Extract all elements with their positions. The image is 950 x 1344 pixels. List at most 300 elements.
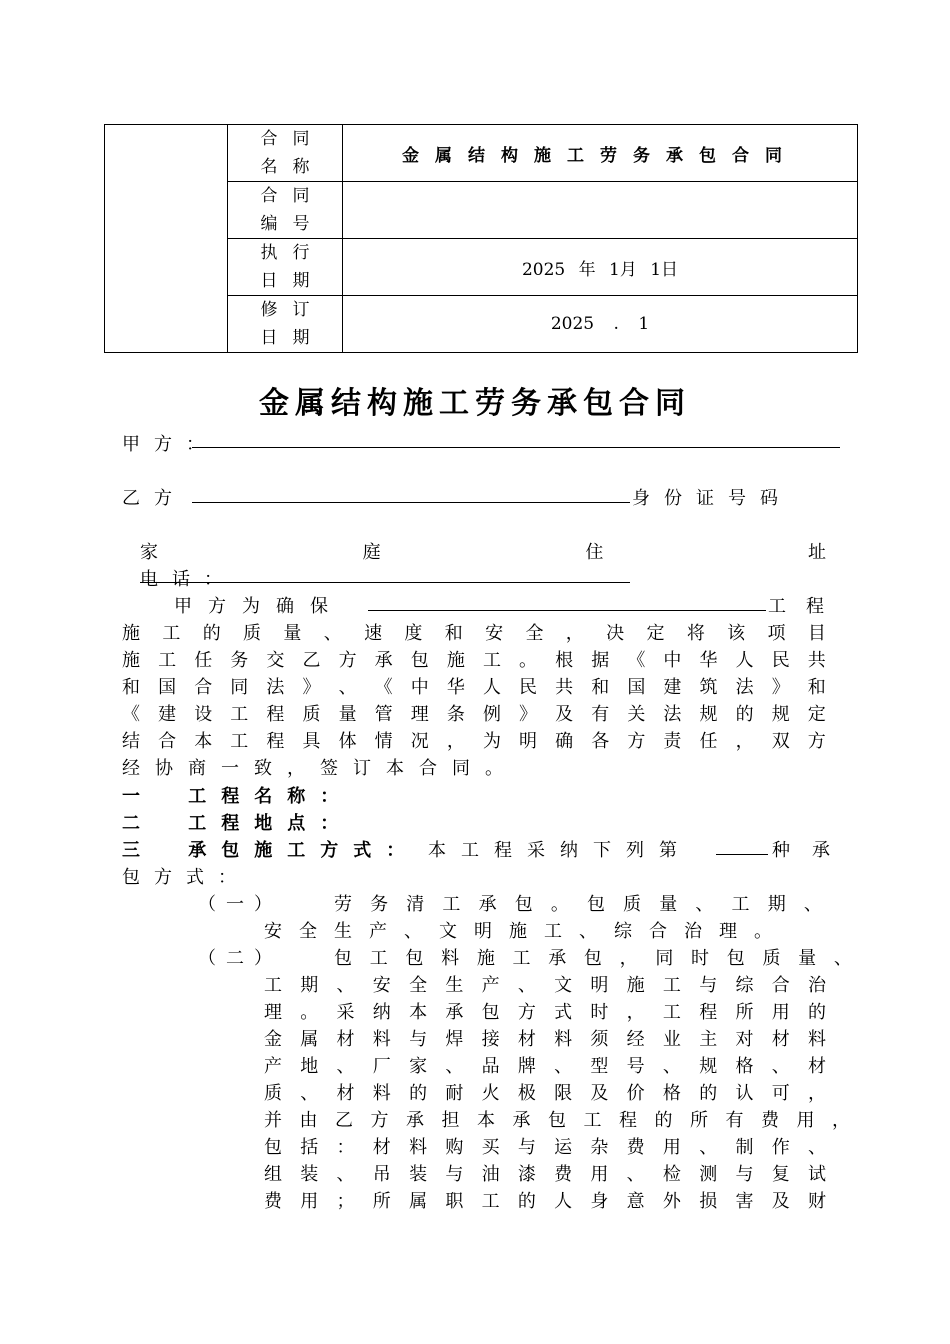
blank-cell bbox=[105, 125, 228, 353]
address-char: 家 bbox=[140, 542, 158, 563]
text-char: 》 bbox=[302, 677, 321, 698]
text-char: 承 bbox=[478, 894, 497, 915]
section-3-text-b: 种承 bbox=[772, 840, 852, 861]
option-2-line2 bbox=[264, 971, 826, 997]
text-char: 用 bbox=[796, 1110, 815, 1131]
text-char: 程 bbox=[266, 731, 285, 752]
text-char: ， bbox=[565, 623, 584, 644]
contract-number-label: 合同 编号 bbox=[228, 182, 343, 239]
text-char: 人 bbox=[554, 1191, 573, 1212]
intro-line7: 经协商一致，签订本合同。 bbox=[122, 758, 518, 779]
text-char: 任 bbox=[194, 650, 213, 671]
text-char: 。 bbox=[519, 650, 538, 671]
phone-label: 电话： bbox=[140, 569, 236, 590]
text-char: 所 bbox=[690, 1110, 708, 1131]
text-char: 牌 bbox=[517, 1056, 536, 1077]
text-char: 体 bbox=[338, 731, 357, 752]
text-char: ， bbox=[807, 1083, 826, 1104]
section-1-heading: 一 工程名称： bbox=[122, 786, 354, 807]
text-char: 料 bbox=[441, 948, 460, 969]
table-row bbox=[105, 125, 858, 182]
text-char: 作 bbox=[771, 1137, 790, 1158]
text-char: 理 bbox=[264, 1002, 282, 1023]
text-char: ； bbox=[336, 1191, 355, 1212]
text-char: 属 bbox=[300, 1029, 319, 1050]
revision-date-value: 2025 . 1 bbox=[343, 296, 858, 353]
text-char: 接 bbox=[481, 1029, 500, 1050]
text-char: 方 bbox=[627, 731, 646, 752]
text-char: 时 bbox=[691, 948, 710, 969]
contract-number-value bbox=[343, 182, 858, 239]
text-char: 和 bbox=[122, 677, 140, 698]
text-char: 建 bbox=[158, 704, 177, 725]
text-char: 安 bbox=[372, 975, 391, 996]
text-char: 乙 bbox=[302, 650, 321, 671]
text-char: 施 bbox=[122, 650, 140, 671]
text-char: 量 bbox=[338, 704, 357, 725]
text-char: 材 bbox=[771, 1029, 790, 1050]
text-char: 材 bbox=[807, 1056, 826, 1077]
address-char: 庭 bbox=[362, 542, 381, 563]
address-char: 址 bbox=[807, 542, 826, 563]
text-char: ： bbox=[336, 1137, 355, 1158]
text-char: 生 bbox=[445, 975, 464, 996]
option-2-line9 bbox=[264, 1160, 826, 1186]
text-char: 地 bbox=[300, 1056, 319, 1077]
text-char: 》 bbox=[519, 704, 538, 725]
text-char: 华 bbox=[699, 650, 718, 671]
text-char: 程 bbox=[619, 1110, 637, 1131]
text-char: 费 bbox=[264, 1191, 282, 1212]
text-char: 包 bbox=[481, 1002, 500, 1023]
text-char: 组 bbox=[264, 1164, 282, 1185]
text-char: 方 bbox=[338, 650, 357, 671]
text-char: 方 bbox=[807, 731, 826, 752]
section-3-text-a: 本工程采纳下列第 bbox=[428, 840, 692, 861]
text-char: 程 bbox=[266, 704, 285, 725]
text-char: 中 bbox=[663, 650, 682, 671]
text-char: 用 bbox=[771, 1002, 790, 1023]
text-char: 工 bbox=[369, 948, 388, 969]
text-char: 全 bbox=[409, 975, 428, 996]
text-char: 理 bbox=[410, 704, 429, 725]
text-char: 、 bbox=[323, 623, 342, 644]
text-char: 包 bbox=[334, 948, 352, 969]
text-char: 工 bbox=[482, 650, 501, 671]
text-char: 主 bbox=[699, 1029, 718, 1050]
text-char: 例 bbox=[482, 704, 501, 725]
text-char: 料 bbox=[554, 1029, 573, 1050]
text-char: 式 bbox=[554, 1002, 573, 1023]
text-char: 工 bbox=[230, 731, 249, 752]
text-char: 质 bbox=[302, 704, 321, 725]
text-char: 所 bbox=[735, 1002, 754, 1023]
text-char: 与 bbox=[735, 1164, 754, 1185]
contract-name-value: 金属结构施工劳务承包合同 bbox=[343, 125, 858, 182]
text-char: 质 bbox=[264, 1083, 282, 1104]
text-char: 全 bbox=[525, 623, 544, 644]
text-char: 包 bbox=[726, 948, 745, 969]
text-char: 民 bbox=[771, 650, 790, 671]
text-char: 安 bbox=[485, 623, 504, 644]
revision-date-label: 修订 日期 bbox=[228, 296, 343, 353]
text-char: 方 bbox=[517, 1002, 536, 1023]
intro-line2 bbox=[122, 619, 826, 645]
text-char: 承 bbox=[406, 1110, 424, 1131]
contract-info-table bbox=[104, 124, 858, 353]
text-char: 对 bbox=[735, 1029, 754, 1050]
text-char: 、 bbox=[336, 1164, 355, 1185]
text-char: 施 bbox=[446, 650, 465, 671]
text-char: 质 bbox=[243, 623, 262, 644]
text-char: 品 bbox=[481, 1056, 500, 1077]
option-2-line4 bbox=[264, 1025, 826, 1051]
text-char: 装 bbox=[300, 1164, 319, 1185]
text-char: 、 bbox=[517, 975, 536, 996]
text-char: 及 bbox=[771, 1191, 790, 1212]
text-char: ， bbox=[735, 731, 754, 752]
text-char: 制 bbox=[735, 1137, 754, 1158]
text-char: 身 bbox=[590, 1191, 609, 1212]
text-char: 杂 bbox=[590, 1137, 609, 1158]
text-char: 承 bbox=[548, 948, 567, 969]
text-char: 文 bbox=[554, 975, 573, 996]
text-char: 确 bbox=[555, 731, 574, 752]
text-char: 、 bbox=[662, 1056, 681, 1077]
text-char: ， bbox=[832, 1110, 850, 1131]
text-char: 检 bbox=[662, 1164, 681, 1185]
text-char: 的 bbox=[735, 704, 754, 725]
section-3-line2: 包方式： bbox=[122, 867, 250, 888]
text-char: 、 bbox=[803, 894, 822, 915]
text-char: 设 bbox=[194, 704, 213, 725]
text-char: 工 bbox=[158, 650, 177, 671]
option-1-line2: 安全生产、文明施工、综合治理。 bbox=[264, 921, 789, 942]
intro-line5 bbox=[122, 700, 826, 726]
text-char: 、 bbox=[336, 1056, 355, 1077]
home-address-label bbox=[140, 538, 826, 564]
text-char: 承 bbox=[374, 650, 393, 671]
text-char: 民 bbox=[519, 677, 538, 698]
intro-line1-suffix: 工程 bbox=[768, 596, 844, 617]
text-char: 、 bbox=[699, 1137, 718, 1158]
text-char: 、 bbox=[626, 1164, 645, 1185]
text-char: 材 bbox=[336, 1029, 355, 1050]
text-char: 合 bbox=[771, 975, 790, 996]
text-char: 产 bbox=[264, 1056, 282, 1077]
text-char: 的 bbox=[654, 1110, 673, 1131]
text-char: 试 bbox=[807, 1164, 826, 1185]
intro-line1-prefix: 甲方为确保 bbox=[174, 596, 344, 617]
text-char: 明 bbox=[519, 731, 538, 752]
text-char: 意 bbox=[626, 1191, 645, 1212]
option-2-line1 bbox=[334, 944, 852, 970]
text-char: 所 bbox=[372, 1191, 391, 1212]
text-char: 《 bbox=[627, 650, 646, 671]
text-char: 损 bbox=[699, 1191, 718, 1212]
text-char: 和 bbox=[591, 677, 610, 698]
text-char: 和 bbox=[444, 623, 463, 644]
text-char: 与 bbox=[445, 1164, 464, 1185]
text-char: 须 bbox=[590, 1029, 609, 1050]
text-char: 时 bbox=[590, 1002, 609, 1023]
project-name-field[interactable] bbox=[368, 610, 766, 611]
text-char: 业 bbox=[662, 1029, 681, 1050]
text-char: 包 bbox=[514, 894, 533, 915]
option-2-line3 bbox=[264, 998, 826, 1024]
text-char: 工 bbox=[512, 948, 531, 969]
text-char: 极 bbox=[517, 1083, 536, 1104]
text-char: 方 bbox=[370, 1110, 389, 1131]
text-char: 共 bbox=[807, 650, 826, 671]
text-char: 焊 bbox=[445, 1029, 464, 1050]
text-char: 质 bbox=[623, 894, 642, 915]
text-char: 格 bbox=[662, 1083, 681, 1104]
text-char: 工 bbox=[583, 1110, 602, 1131]
text-char: 职 bbox=[445, 1191, 464, 1212]
text-char: 合 bbox=[194, 677, 213, 698]
text-char: 任 bbox=[699, 731, 718, 752]
text-char: 《 bbox=[122, 704, 140, 725]
text-char: 施 bbox=[476, 948, 495, 969]
text-char: 决 bbox=[606, 623, 625, 644]
text-char: 情 bbox=[374, 731, 393, 752]
text-char: 项 bbox=[767, 623, 786, 644]
text-char: 格 bbox=[735, 1056, 754, 1077]
text-char: 将 bbox=[686, 623, 705, 644]
method-number-field[interactable] bbox=[716, 854, 768, 855]
text-char: 家 bbox=[409, 1056, 428, 1077]
text-char: 采 bbox=[336, 1002, 355, 1023]
text-char: 经 bbox=[626, 1029, 645, 1050]
text-char: 法 bbox=[266, 677, 285, 698]
text-char: 包 bbox=[405, 948, 424, 969]
text-char: 价 bbox=[626, 1083, 645, 1104]
text-char: 的 bbox=[517, 1191, 536, 1212]
text-char: 关 bbox=[627, 704, 646, 725]
text-char: 筑 bbox=[699, 677, 718, 698]
text-char: 用 bbox=[300, 1191, 319, 1212]
text-char: 劳 bbox=[334, 894, 352, 915]
text-char: 害 bbox=[735, 1191, 754, 1212]
text-char: 管 bbox=[374, 704, 393, 725]
text-char: 责 bbox=[663, 731, 682, 752]
text-char: 、 bbox=[807, 1137, 826, 1158]
section-2-heading: 二 工程地点： bbox=[122, 813, 354, 834]
text-char: 、 bbox=[833, 948, 852, 969]
text-char: 。 bbox=[300, 1002, 319, 1023]
text-char: 工 bbox=[162, 623, 181, 644]
text-char: 工 bbox=[230, 704, 249, 725]
text-char: 速 bbox=[364, 623, 383, 644]
document-title: 金属结构施工劳务承包合同 bbox=[259, 386, 691, 421]
text-char: 度 bbox=[404, 623, 423, 644]
address-char: 住 bbox=[585, 542, 604, 563]
text-char: 量 bbox=[659, 894, 678, 915]
text-char: 法 bbox=[735, 677, 754, 698]
text-char: 法 bbox=[663, 704, 682, 725]
text-char: 程 bbox=[699, 1002, 718, 1023]
text-char: 工 bbox=[481, 1191, 500, 1212]
text-char: 、 bbox=[445, 1056, 464, 1077]
text-char: 与 bbox=[699, 975, 718, 996]
text-char: 测 bbox=[699, 1164, 718, 1185]
text-char: 国 bbox=[158, 677, 177, 698]
text-char: 该 bbox=[727, 623, 746, 644]
text-char: 火 bbox=[481, 1083, 500, 1104]
text-char: 清 bbox=[406, 894, 425, 915]
execution-date-label: 执行 日期 bbox=[228, 239, 343, 296]
text-char: 《 bbox=[374, 677, 393, 698]
text-char: 的 bbox=[202, 623, 221, 644]
text-char: 合 bbox=[158, 731, 177, 752]
party-b-field[interactable] bbox=[192, 502, 630, 503]
text-char: 吊 bbox=[372, 1164, 391, 1185]
text-char: 期 bbox=[300, 975, 319, 996]
text-char: 限 bbox=[554, 1083, 573, 1104]
text-char: 规 bbox=[699, 1056, 718, 1077]
text-char: 括 bbox=[300, 1137, 319, 1158]
text-char: 明 bbox=[590, 975, 609, 996]
text-char: 及 bbox=[590, 1083, 609, 1104]
text-char: 并 bbox=[264, 1110, 282, 1131]
intro-line6 bbox=[122, 727, 826, 753]
text-char: 。 bbox=[550, 894, 569, 915]
text-char: 人 bbox=[482, 677, 501, 698]
text-char: 人 bbox=[735, 650, 754, 671]
text-char: 务 bbox=[370, 894, 389, 915]
text-char: 工 bbox=[662, 975, 681, 996]
text-char: 号 bbox=[626, 1056, 645, 1077]
text-char: 施 bbox=[626, 975, 645, 996]
option-2-line8 bbox=[264, 1133, 826, 1159]
text-char: 工 bbox=[731, 894, 750, 915]
text-char: 工 bbox=[662, 1002, 681, 1023]
option-2-line10 bbox=[264, 1187, 826, 1213]
text-char: 可 bbox=[771, 1083, 790, 1104]
option-1-number: （一） bbox=[198, 894, 282, 915]
text-char: 、 bbox=[554, 1056, 573, 1077]
text-char: 承 bbox=[512, 1110, 531, 1131]
text-char: 有 bbox=[725, 1110, 744, 1131]
text-char: 包 bbox=[264, 1137, 282, 1158]
text-char: ， bbox=[619, 948, 638, 969]
text-char: 外 bbox=[662, 1191, 681, 1212]
text-char: 本 bbox=[194, 731, 213, 752]
option-2-line6 bbox=[264, 1079, 826, 1105]
text-char: 油 bbox=[481, 1164, 500, 1185]
text-char: 的 bbox=[807, 1002, 826, 1023]
text-char: 规 bbox=[771, 704, 790, 725]
text-char: 双 bbox=[771, 731, 790, 752]
text-char: 条 bbox=[446, 704, 465, 725]
text-char: 本 bbox=[409, 1002, 428, 1023]
text-char: 根 bbox=[555, 650, 574, 671]
text-char: 厂 bbox=[372, 1056, 391, 1077]
text-char: 费 bbox=[761, 1110, 779, 1131]
text-char: 型 bbox=[590, 1056, 609, 1077]
text-char: 本 bbox=[477, 1110, 495, 1131]
text-char: 费 bbox=[554, 1164, 573, 1185]
intro-line3 bbox=[122, 646, 826, 672]
text-char: 材 bbox=[372, 1137, 391, 1158]
text-char: 质 bbox=[762, 948, 781, 969]
text-char: 量 bbox=[798, 948, 817, 969]
text-char: 况 bbox=[410, 731, 429, 752]
text-char: 包 bbox=[548, 1110, 566, 1131]
text-char: 共 bbox=[555, 677, 574, 698]
text-char: 期 bbox=[767, 894, 786, 915]
option-2-number: （二） bbox=[198, 948, 282, 969]
intro-line4 bbox=[122, 673, 826, 699]
text-char: 装 bbox=[409, 1164, 428, 1185]
text-char: 、 bbox=[338, 677, 357, 698]
party-a-label: 甲方： bbox=[122, 434, 218, 455]
text-char: 担 bbox=[441, 1110, 460, 1131]
text-char: 和 bbox=[807, 677, 826, 698]
party-a-field[interactable] bbox=[192, 447, 840, 448]
section-3-heading: 三 承包施工方式： bbox=[122, 840, 420, 861]
text-char: 由 bbox=[299, 1110, 318, 1131]
execution-date-value: 2025 年 1月 1日 bbox=[343, 239, 858, 296]
text-char: 华 bbox=[446, 677, 465, 698]
text-char: 费 bbox=[626, 1137, 645, 1158]
text-char: 包 bbox=[583, 948, 602, 969]
text-char: 认 bbox=[735, 1083, 754, 1104]
text-char: 料 bbox=[372, 1029, 391, 1050]
phone-field[interactable] bbox=[140, 582, 630, 583]
text-char: 的 bbox=[409, 1083, 428, 1104]
text-char: 料 bbox=[409, 1137, 428, 1158]
text-char: 同 bbox=[655, 948, 674, 969]
text-char: 材 bbox=[336, 1083, 355, 1104]
text-char: 建 bbox=[663, 677, 682, 698]
text-char: 结 bbox=[122, 731, 140, 752]
text-char: 定 bbox=[807, 704, 826, 725]
text-char: 金 bbox=[264, 1029, 282, 1050]
text-char: 购 bbox=[445, 1137, 464, 1158]
text-char: 料 bbox=[807, 1029, 826, 1050]
contract-name-label: 合同 名称 bbox=[228, 125, 343, 182]
text-char: ， bbox=[446, 731, 465, 752]
text-char: 国 bbox=[627, 677, 646, 698]
option-2-line5 bbox=[264, 1052, 826, 1078]
party-b-label: 乙方 bbox=[122, 488, 186, 509]
text-char: 及 bbox=[555, 704, 574, 725]
text-char: 、 bbox=[695, 894, 714, 915]
option-1-line1 bbox=[334, 890, 822, 916]
text-char: 定 bbox=[646, 623, 665, 644]
text-char: 与 bbox=[409, 1029, 428, 1050]
text-char: 用 bbox=[662, 1137, 681, 1158]
text-char: 具 bbox=[302, 731, 321, 752]
text-char: 承 bbox=[445, 1002, 464, 1023]
text-char: 复 bbox=[771, 1164, 790, 1185]
text-char: 据 bbox=[591, 650, 610, 671]
text-char: 、 bbox=[336, 975, 355, 996]
text-char: 》 bbox=[771, 677, 790, 698]
text-char: 属 bbox=[409, 1191, 428, 1212]
text-char: 工 bbox=[264, 975, 282, 996]
text-char: 乙 bbox=[335, 1110, 353, 1131]
text-char: 买 bbox=[481, 1137, 500, 1158]
text-char: 与 bbox=[517, 1137, 536, 1158]
text-char: 包 bbox=[586, 894, 605, 915]
text-char: 包 bbox=[410, 650, 429, 671]
id-number-label: 身份证号码 bbox=[632, 488, 792, 509]
text-char: 中 bbox=[410, 677, 429, 698]
text-char: ， bbox=[626, 1002, 645, 1023]
